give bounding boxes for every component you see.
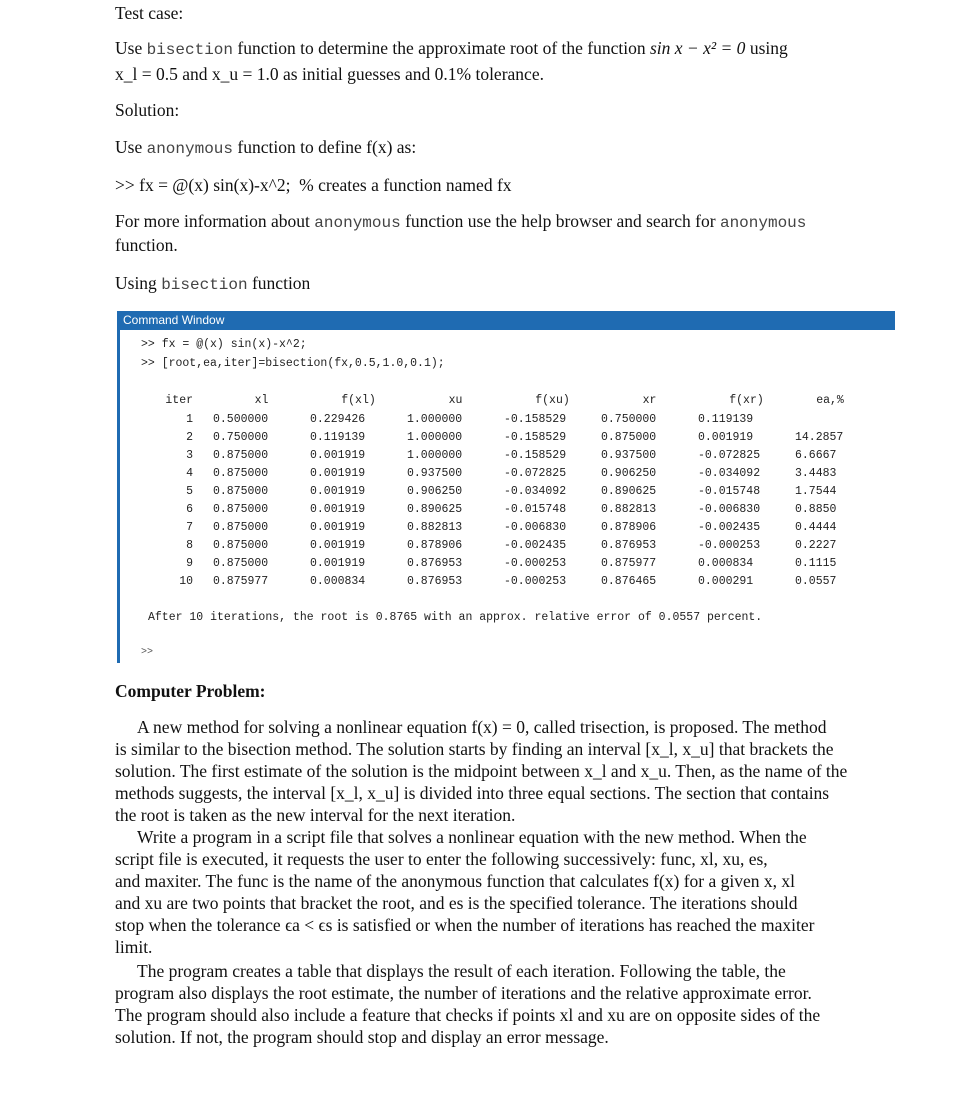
- cell: 0.875000: [213, 502, 269, 516]
- command-line-1: >> fx = @(x) sin(x)-x^2;: [141, 338, 307, 351]
- intro-equation: sin x − x² = 0: [649, 38, 746, 58]
- p3-line-1: The program creates a table that displays the result of each iteration. Following the table, the: [137, 961, 786, 981]
- table-row: [147, 428, 865, 446]
- computer-problem-heading: Computer Problem:: [115, 681, 266, 701]
- command-line-2: >> [root,ea,iter]=bisection(fx,0.5,1.0,0.1);: [141, 357, 445, 370]
- using-post: function: [251, 273, 311, 293]
- p1-line-2: is similar to the bisection method. The solution starts by finding an interval [x_l, x_u] that brackets the: [115, 739, 834, 759]
- cell: 0.875000: [213, 556, 269, 570]
- cell: 2: [186, 430, 193, 444]
- using-pre: Using: [115, 273, 157, 293]
- cell: 0.4444: [795, 520, 837, 534]
- anon-rest: function to define f(x) as:: [237, 137, 417, 157]
- table-row: [147, 518, 865, 536]
- cell: 0.500000: [213, 412, 269, 426]
- anonymous-line: [115, 136, 416, 160]
- intro-mid: function to determine the approximate root of the function: [237, 38, 646, 58]
- cell: 7: [186, 520, 193, 534]
- table-row: [147, 500, 865, 518]
- table-row: [147, 410, 865, 428]
- cell: 0.875977: [213, 574, 269, 588]
- solution-label: Solution:: [115, 100, 180, 120]
- cell: 0.876953: [601, 538, 657, 552]
- p2-line-6: limit.: [115, 937, 153, 957]
- cell: 1: [186, 412, 193, 426]
- cell: 3.4483: [795, 466, 837, 480]
- cell: -0.034092: [698, 466, 761, 480]
- cell: -0.000253: [504, 574, 567, 588]
- cell: 0.875000: [213, 466, 269, 480]
- cell: 0.937500: [407, 466, 463, 480]
- p3-line-3: The program should also include a feature that checks if points xl and xu are on opposite sides of the: [115, 1005, 821, 1025]
- table-header-row: [147, 391, 865, 410]
- cell: 0.875000: [213, 448, 269, 462]
- cell: 0.875000: [213, 484, 269, 498]
- more-info-line-2: function.: [115, 235, 178, 255]
- cell: 0.878906: [407, 538, 463, 552]
- cell: 0.875977: [601, 556, 657, 570]
- table-row: [147, 536, 865, 554]
- p1-line-5: the root is taken as the new interval for the next iteration.: [115, 805, 516, 825]
- cell: 9: [186, 556, 193, 570]
- cell: 0.119139: [310, 430, 366, 444]
- cell: 6.6667: [795, 448, 837, 462]
- intro-line-1: [115, 37, 788, 61]
- more-info-line-1: [115, 210, 806, 234]
- more-info-mid: function use the help browser and search for: [405, 211, 716, 231]
- cell: 0.878906: [601, 520, 657, 534]
- cell: 8: [186, 538, 193, 552]
- cell: 0.750000: [213, 430, 269, 444]
- cell: 1.7544: [795, 484, 837, 498]
- iteration-table: [147, 391, 865, 590]
- cell: -0.015748: [698, 484, 761, 498]
- header-xr: xr: [642, 394, 657, 407]
- cell: -0.006830: [698, 502, 761, 516]
- cell: -0.015748: [504, 502, 567, 516]
- cell: -0.034092: [504, 484, 567, 498]
- intro-using: using: [749, 38, 788, 58]
- cell: 0.001919: [698, 430, 754, 444]
- cell: 3: [186, 448, 193, 462]
- p2-line-3: and maxiter. The func is the name of the anonymous function that calculates f(x) for a given x, xl: [115, 871, 796, 891]
- p2-line-1: Write a program in a script file that solves a nonlinear equation with the new method. When the: [137, 827, 807, 847]
- cell: 1.000000: [407, 412, 463, 426]
- cell: 10: [179, 574, 193, 588]
- command-window[interactable]: [117, 311, 895, 663]
- cell: 4: [186, 466, 193, 480]
- cell: -0.002435: [504, 538, 567, 552]
- header-fxl: f(xl): [341, 394, 376, 407]
- anonymous-keyword: anonymous: [146, 140, 234, 158]
- command-window-left-border: [117, 330, 120, 663]
- anon-use: Use: [115, 137, 143, 157]
- table-row: [147, 554, 865, 572]
- cell: 0.875000: [213, 538, 269, 552]
- cell: 0.001919: [310, 448, 366, 462]
- cell: 14.2857: [795, 430, 844, 444]
- cell: 5: [186, 484, 193, 498]
- cell: 0.876465: [601, 574, 657, 588]
- cell: -0.158529: [504, 430, 567, 444]
- table-row: [147, 482, 865, 500]
- p2-line-2: script file is executed, it requests the user to enter the following successively: func, xl, xu, es,: [115, 849, 768, 869]
- command-window-title[interactable]: Command Window: [117, 311, 895, 330]
- cell: 0.0557: [795, 574, 837, 588]
- cell: 0.882813: [601, 502, 657, 516]
- cell: -0.072825: [698, 448, 761, 462]
- cell: 0.001919: [310, 484, 366, 498]
- p1-line-1: A new method for solving a nonlinear equation f(x) = 0, called trisection, is proposed. The method: [137, 717, 827, 737]
- cell: 0.001919: [310, 520, 366, 534]
- cell: 0.119139: [698, 412, 754, 426]
- p1-line-4: methods suggests, the interval [x_l, x_u] is divided into three equal sections. The section that contains: [115, 783, 830, 803]
- header-xl: xl: [254, 394, 269, 407]
- cell: 0.8850: [795, 502, 837, 516]
- cell: -0.006830: [504, 520, 567, 534]
- cell: 0.876953: [407, 556, 463, 570]
- cell: 0.000834: [698, 556, 754, 570]
- cell: 0.001919: [310, 556, 366, 570]
- p2-line-5: stop when the tolerance ϵa < ϵs is satisfied or when the number of iterations has reached the maxiter: [115, 915, 815, 935]
- p3-line-2: program also displays the root estimate, the number of iterations and the relative approximate error.: [115, 983, 812, 1003]
- cell: 0.1115: [795, 556, 837, 570]
- header-xu: xu: [448, 394, 463, 407]
- cell: 0.890625: [407, 502, 463, 516]
- more-info-pre: For more information about: [115, 211, 310, 231]
- table-row: [147, 464, 865, 482]
- cell: 0.875000: [601, 430, 657, 444]
- test-case-label: Test case:: [115, 3, 184, 23]
- table-row: [147, 572, 865, 590]
- cell: 0.906250: [407, 484, 463, 498]
- cell: 0.750000: [601, 412, 657, 426]
- cell: 0.882813: [407, 520, 463, 534]
- bisection-keyword: bisection: [146, 41, 234, 59]
- intro-line-2: x_l = 0.5 and x_u = 1.0 as initial guesses and 0.1% tolerance.: [115, 64, 544, 84]
- cell: 0.890625: [601, 484, 657, 498]
- cell: -0.000253: [504, 556, 567, 570]
- header-iter: iter: [165, 394, 193, 407]
- table-row: [147, 446, 865, 464]
- cell: 0.001919: [310, 538, 366, 552]
- p1-line-3: solution. The first estimate of the solution is the midpoint between x_l and x_u. Then, as the name of the: [115, 761, 848, 781]
- anonymous-keyword-2: anonymous: [314, 214, 401, 232]
- cell: 0.937500: [601, 448, 657, 462]
- cell: -0.072825: [504, 466, 567, 480]
- cell: -0.158529: [504, 448, 567, 462]
- cell: 0.906250: [601, 466, 657, 480]
- cell: -0.000253: [698, 538, 761, 552]
- cell: 0.000291: [698, 574, 754, 588]
- cell: 0.001919: [310, 502, 366, 516]
- cell: 0.001919: [310, 466, 366, 480]
- cell: [795, 410, 865, 428]
- cell: 6: [186, 502, 193, 516]
- cell: -0.158529: [504, 412, 567, 426]
- result-summary: After 10 iterations, the root is 0.8765 with an approx. relative error of 0.0557 percent.: [148, 611, 763, 624]
- anonymous-keyword-3: anonymous: [719, 214, 807, 232]
- define-fx-line: >> fx = @(x) sin(x)-x^2; % creates a function named fx: [115, 175, 512, 195]
- command-prompt[interactable]: >>: [141, 647, 154, 658]
- cell: 0.000834: [310, 574, 366, 588]
- cell: -0.002435: [698, 520, 761, 534]
- cell: 0.2227: [795, 538, 837, 552]
- cell: 1.000000: [407, 448, 463, 462]
- cell: 0.875000: [213, 520, 269, 534]
- using-bisection-line: [115, 272, 310, 296]
- intro-use: Use: [115, 38, 143, 58]
- header-fxu: f(xu): [535, 394, 570, 407]
- cell: 0.229426: [310, 412, 366, 426]
- header-fxr: f(xr): [729, 394, 764, 407]
- header-ea: ea,%: [816, 394, 844, 407]
- bisection-keyword-2: bisection: [161, 276, 248, 294]
- cell: 0.876953: [407, 574, 463, 588]
- p2-line-4: and xu are two points that bracket the root, and es is the specified tolerance. The iterations should: [115, 893, 798, 913]
- cell: 1.000000: [407, 430, 463, 444]
- p3-line-4: solution. If not, the program should stop and display an error message.: [115, 1027, 609, 1047]
